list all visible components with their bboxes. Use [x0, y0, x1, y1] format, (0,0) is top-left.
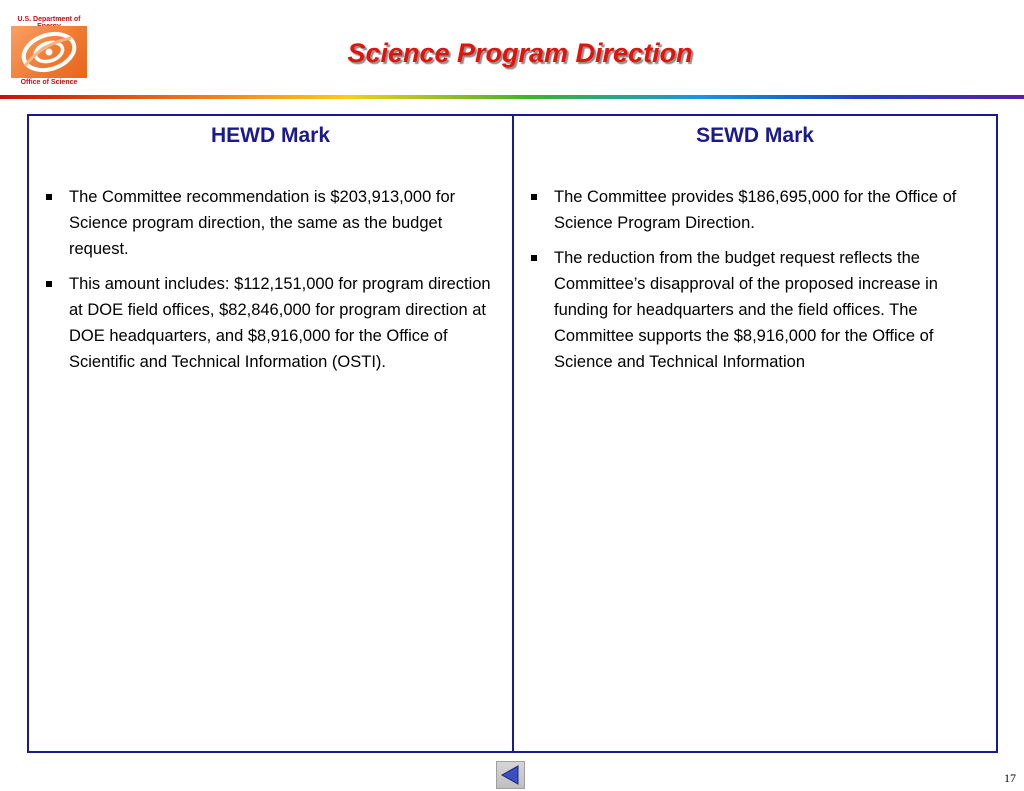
list-item — [29, 184, 512, 262]
bullet-text: The Committee recommendation is $203,913,000 for Science program direction, the same as the budget request. — [69, 188, 456, 258]
column-hewd — [29, 116, 514, 751]
page-title: Science Program Direction — [347, 38, 693, 68]
bullet-text: This amount includes: $112,151,000 for program direction at DOE field offices, $82,846,000 for program direction at DOE headquarters, and $8,916,000 for the Office of Scientific and Technical Information (OSTI). — [69, 275, 491, 371]
column-heading-sewd: SEWD Mark — [696, 124, 814, 147]
list-item — [29, 271, 512, 375]
rainbow-divider — [0, 95, 1024, 99]
logo-org-top: U.S. Department of — [17, 16, 81, 23]
list-item — [514, 245, 996, 375]
square-bullet-icon — [531, 194, 537, 200]
logo-org-bottom: Office of Science — [20, 79, 78, 86]
bullet-list-hewd — [29, 184, 512, 375]
comparison-table — [27, 114, 998, 753]
square-bullet-icon — [46, 281, 52, 287]
back-arrow-icon — [497, 762, 524, 788]
square-bullet-icon — [46, 194, 52, 200]
page-number: 17 — [1004, 771, 1016, 785]
bullet-list-sewd — [514, 184, 996, 375]
list-item — [514, 184, 996, 236]
back-button[interactable] — [496, 761, 525, 789]
bullet-text: The Committee provides $186,695,000 for the Office of Science Program Direction. — [554, 188, 957, 232]
column-heading-hewd: HEWD Mark — [210, 124, 331, 147]
column-sewd — [514, 116, 996, 751]
square-bullet-icon — [531, 255, 537, 261]
bullet-text: The reduction from the budget request reflects the Committee’s disapproval of the proposed increase in funding for headquarters and the field offices. The Committee supports the $8,916,000 for the Office of Science and Technical Information — [554, 249, 938, 371]
